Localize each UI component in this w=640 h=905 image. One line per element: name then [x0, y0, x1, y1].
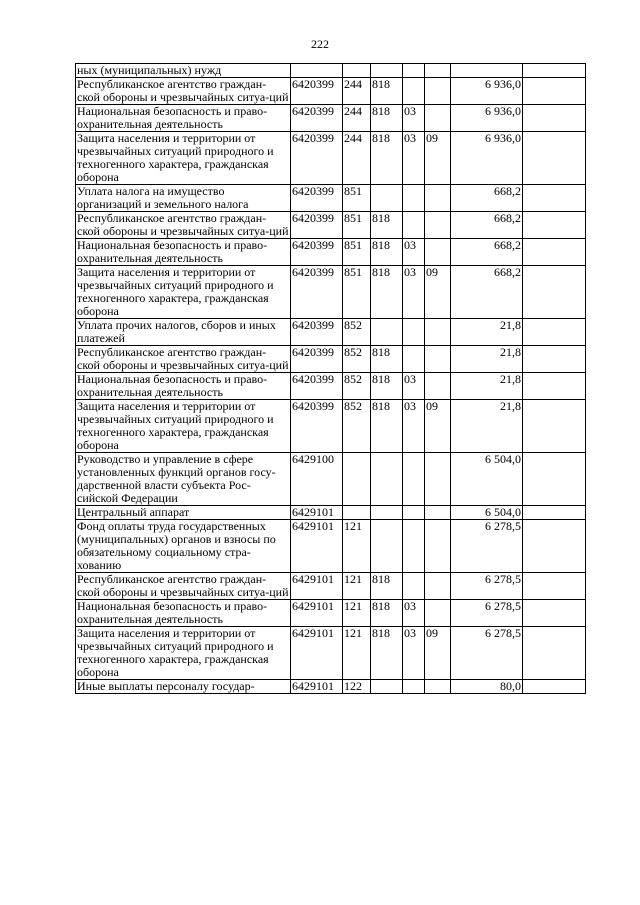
- administrator-code-cell: 818: [371, 400, 403, 453]
- amount-cell: 21,8: [451, 346, 523, 373]
- expense-type-cell: 121: [343, 627, 371, 680]
- budget-table: [75, 63, 586, 694]
- expense-type-cell: 852: [343, 346, 371, 373]
- administrator-code-cell: 818: [371, 373, 403, 400]
- item-name-cell: Республиканское агентство граждан-ской обороны и чрезвычайных ситуа-ций: [77, 345, 289, 372]
- extra-cell: [523, 105, 586, 132]
- administrator-code-cell: 818: [371, 266, 403, 319]
- target-article-cell: 6429101: [291, 680, 343, 694]
- administrator-code-cell: 818: [371, 346, 403, 373]
- page-number: 222: [311, 37, 329, 51]
- amount-cell: 668,2: [451, 212, 523, 239]
- extra-cell: [523, 520, 586, 573]
- amount-cell: 6 278,5: [451, 600, 523, 627]
- subsection-code-cell: [425, 453, 451, 506]
- amount-cell: 21,8: [451, 400, 523, 453]
- expense-type-cell: 244: [343, 105, 371, 132]
- subsection-code-cell: [425, 373, 451, 400]
- expense-type-cell: 851: [343, 239, 371, 266]
- extra-cell: [523, 185, 586, 212]
- table-row: [76, 627, 586, 680]
- amount-cell: 668,2: [451, 239, 523, 266]
- subsection-code-cell: [425, 78, 451, 105]
- table-row: [76, 132, 586, 185]
- section-code-cell: [403, 346, 425, 373]
- amount-cell: [451, 64, 523, 78]
- table-row: [76, 506, 586, 520]
- amount-cell: 6 504,0: [451, 506, 523, 520]
- table-row: [76, 600, 586, 627]
- administrator-code-cell: [371, 520, 403, 573]
- subsection-code-cell: [425, 212, 451, 239]
- extra-cell: [523, 573, 586, 600]
- expense-type-cell: [343, 64, 371, 78]
- table-row: [76, 680, 586, 694]
- item-name-cell: Республиканское агентство граждан-ской обороны и чрезвычайных ситуа-ций: [77, 77, 289, 104]
- expense-type-cell: 121: [343, 520, 371, 573]
- item-name-cell: Национальная безопасность и право-охранительная деятельность: [76, 105, 291, 132]
- subsection-code-cell: [425, 680, 451, 694]
- amount-cell: 80,0: [451, 680, 523, 694]
- table-row: [76, 64, 586, 78]
- subsection-code-cell: [425, 64, 451, 78]
- table-row: [76, 373, 586, 400]
- section-code-cell: 03: [403, 266, 425, 319]
- target-article-cell: 6429101: [291, 627, 343, 680]
- administrator-code-cell: 818: [371, 239, 403, 266]
- amount-cell: 6 936,0: [451, 105, 523, 132]
- expense-type-cell: 851: [343, 212, 371, 239]
- table-row: [76, 520, 586, 573]
- item-name-cell: Республиканское агентство граждан-ской обороны и чрезвычайных ситуа-ций: [77, 572, 289, 599]
- expense-type-cell: 121: [343, 600, 371, 627]
- item-name-cell: Республиканское агентство граждан-ской обороны и чрезвычайных ситуа-ций: [77, 211, 289, 238]
- item-name-cell: Национальная безопасность и право-охранительная деятельность: [76, 600, 291, 627]
- target-article-cell: 6420399: [291, 266, 343, 319]
- extra-cell: [523, 64, 586, 78]
- item-name-cell: ных (муниципальных) нужд: [76, 64, 291, 78]
- target-article-cell: 6420399: [291, 373, 343, 400]
- section-code-cell: 03: [403, 105, 425, 132]
- subsection-code-cell: [425, 506, 451, 520]
- amount-cell: 6 278,5: [451, 627, 523, 680]
- expense-type-cell: 852: [343, 400, 371, 453]
- extra-cell: [523, 373, 586, 400]
- extra-cell: [523, 319, 586, 346]
- expense-type-cell: [343, 453, 371, 506]
- administrator-code-cell: 818: [371, 573, 403, 600]
- target-article-cell: 6420399: [291, 105, 343, 132]
- section-code-cell: [403, 78, 425, 105]
- section-code-cell: 03: [403, 600, 425, 627]
- item-name-cell: Национальная безопасность и право-охранительная деятельность: [76, 373, 291, 400]
- target-article-cell: 6429101: [291, 520, 343, 573]
- target-article-cell: 6429101: [291, 573, 343, 600]
- amount-cell: 6 278,5: [451, 573, 523, 600]
- section-code-cell: [403, 506, 425, 520]
- amount-cell: 6 936,0: [451, 132, 523, 185]
- subsection-code-cell: 09: [425, 400, 451, 453]
- administrator-code-cell: [371, 506, 403, 520]
- target-article-cell: 6420399: [291, 212, 343, 239]
- target-article-cell: 6429100: [291, 453, 343, 506]
- item-name-cell: Центральный аппарат: [76, 506, 291, 520]
- extra-cell: [523, 266, 586, 319]
- target-article-cell: 6420399: [291, 185, 343, 212]
- section-code-cell: [403, 520, 425, 573]
- subsection-code-cell: [425, 239, 451, 266]
- item-name-cell: Защита населения и территории от чрезвычайных ситуаций природного и техногенного характера, гражданская оборона: [76, 266, 291, 319]
- section-code-cell: [403, 319, 425, 346]
- item-name-cell: Защита населения и территории от чрезвычайных ситуаций природного и техногенного характера, гражданская оборона: [76, 132, 291, 185]
- extra-cell: [523, 680, 586, 694]
- amount-cell: 21,8: [451, 373, 523, 400]
- subsection-code-cell: [425, 319, 451, 346]
- administrator-code-cell: [371, 680, 403, 694]
- expense-type-cell: 852: [343, 319, 371, 346]
- item-name-cell: Руководство и управление в сфере установленных функций органов госу-дарственной власти субъекта Рос-сийской Федерации: [76, 453, 291, 506]
- administrator-code-cell: [371, 319, 403, 346]
- administrator-code-cell: 818: [371, 78, 403, 105]
- extra-cell: [523, 346, 586, 373]
- target-article-cell: 6429101: [291, 506, 343, 520]
- subsection-code-cell: 09: [425, 132, 451, 185]
- subsection-code-cell: [425, 105, 451, 132]
- extra-cell: [523, 506, 586, 520]
- table-row: [76, 573, 586, 600]
- administrator-code-cell: [371, 185, 403, 212]
- table-row: [76, 212, 586, 239]
- administrator-code-cell: [371, 453, 403, 506]
- expense-type-cell: 122: [343, 680, 371, 694]
- item-name-cell: Защита населения и территории от чрезвычайных ситуаций природного и техногенного характера, гражданская оборона: [76, 400, 291, 453]
- section-code-cell: 03: [403, 400, 425, 453]
- table-row: [76, 453, 586, 506]
- amount-cell: 668,2: [451, 185, 523, 212]
- extra-cell: [523, 132, 586, 185]
- section-code-cell: [403, 573, 425, 600]
- extra-cell: [523, 627, 586, 680]
- administrator-code-cell: [371, 64, 403, 78]
- target-article-cell: 6429101: [291, 600, 343, 627]
- target-article-cell: 6420399: [291, 132, 343, 185]
- extra-cell: [523, 600, 586, 627]
- amount-cell: 668,2: [451, 266, 523, 319]
- item-name-cell: Защита населения и территории от чрезвычайных ситуаций природного и техногенного характера, гражданская оборона: [76, 627, 291, 680]
- table-body: [76, 64, 586, 694]
- extra-cell: [523, 239, 586, 266]
- item-name-cell: Фонд оплаты труда государственных (муниципальных) органов и взносы по обязательному социальному стра-хованию: [76, 520, 291, 573]
- item-name-cell: Уплата налога на имущество организаций и земельного налога: [76, 185, 291, 212]
- table-row: [76, 105, 586, 132]
- target-article-cell: 6420399: [291, 346, 343, 373]
- expense-type-cell: 121: [343, 573, 371, 600]
- item-name-cell: Уплата прочих налогов, сборов и иных платежей: [76, 319, 291, 346]
- subsection-code-cell: [425, 520, 451, 573]
- expense-type-cell: 244: [343, 78, 371, 105]
- section-code-cell: [403, 212, 425, 239]
- subsection-code-cell: [425, 600, 451, 627]
- amount-cell: 6 504,0: [451, 453, 523, 506]
- section-code-cell: 03: [403, 239, 425, 266]
- target-article-cell: [291, 64, 343, 78]
- extra-cell: [523, 400, 586, 453]
- item-name-cell: Иные выплаты персоналу государ-: [76, 680, 291, 694]
- table-row: [76, 239, 586, 266]
- table-row: [76, 319, 586, 346]
- subsection-code-cell: [425, 346, 451, 373]
- table-row: [76, 346, 586, 373]
- section-code-cell: 03: [403, 132, 425, 185]
- administrator-code-cell: 818: [371, 212, 403, 239]
- administrator-code-cell: 818: [371, 132, 403, 185]
- expense-type-cell: 852: [343, 373, 371, 400]
- target-article-cell: 6420399: [291, 239, 343, 266]
- extra-cell: [523, 78, 586, 105]
- administrator-code-cell: 818: [371, 600, 403, 627]
- administrator-code-cell: 818: [371, 627, 403, 680]
- administrator-code-cell: 818: [371, 105, 403, 132]
- section-code-cell: 03: [403, 373, 425, 400]
- expense-type-cell: 851: [343, 185, 371, 212]
- target-article-cell: 6420399: [291, 78, 343, 105]
- section-code-cell: [403, 185, 425, 212]
- item-name-cell: Национальная безопасность и право-охранительная деятельность: [76, 239, 291, 266]
- extra-cell: [523, 212, 586, 239]
- target-article-cell: 6420399: [291, 400, 343, 453]
- expense-type-cell: 851: [343, 266, 371, 319]
- section-code-cell: 03: [403, 627, 425, 680]
- table-row: [76, 266, 586, 319]
- subsection-code-cell: [425, 573, 451, 600]
- amount-cell: 6 936,0: [451, 78, 523, 105]
- extra-cell: [523, 453, 586, 506]
- table-row: [76, 185, 586, 212]
- table-row: [76, 78, 586, 105]
- subsection-code-cell: [425, 185, 451, 212]
- table-row: [76, 400, 586, 453]
- section-code-cell: [403, 453, 425, 506]
- target-article-cell: 6420399: [291, 319, 343, 346]
- subsection-code-cell: 09: [425, 266, 451, 319]
- amount-cell: 21,8: [451, 319, 523, 346]
- section-code-cell: [403, 680, 425, 694]
- section-code-cell: [403, 64, 425, 78]
- amount-cell: 6 278,5: [451, 520, 523, 573]
- subsection-code-cell: 09: [425, 627, 451, 680]
- expense-type-cell: [343, 506, 371, 520]
- expense-type-cell: 244: [343, 132, 371, 185]
